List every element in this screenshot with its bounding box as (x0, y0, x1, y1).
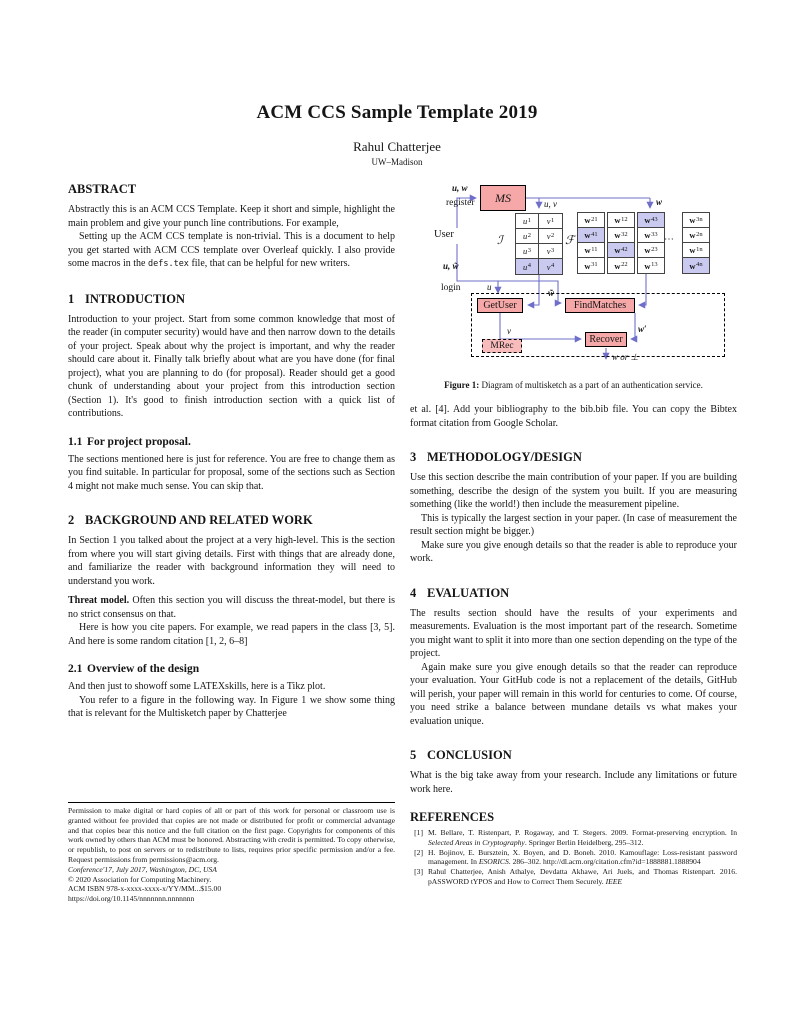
findmatches-box: FindMatches (565, 298, 635, 313)
matrix-cell: w 33 (638, 228, 664, 243)
subsection-heading-design-overview: 2.1 Overview of the design (68, 663, 200, 675)
figure-caption: Figure 1: Diagram of multisketch as a part of an authentication service. (444, 380, 703, 390)
evaluation-paragraph-2: Again make sure you give enough details so that the reader can reproduce your evaluation. Your GitHub code is not a replacement of the details, GitHub will perish, your paper will remain in this world for centuries to come. Of course, you need strike a balance between mundane details vs what makes your evaluation unique. (410, 661, 737, 727)
sketch-column-2 (607, 212, 635, 274)
design-paragraph-1: And then just to showoff some LATEXskills, here is a Tikz plot. (68, 681, 326, 692)
abstract-paragraph-1: Abstractly this is an ACM CCS Template. Keep it short and simple, highlight the main problem and give your punch line contributions. For example, (68, 204, 395, 229)
matrix-cell: w 23 (638, 243, 664, 258)
background-paragraph: In Section 1 you talked about the project at a very high-level. This is the section from where you will start giving details. First with things that are already done, and familiarize the reader with background information they will need to understand you work. (68, 535, 395, 587)
register-io-label: u, w (452, 183, 468, 193)
section-heading-evaluation: 4 EVALUATION (410, 585, 510, 600)
table-cell: u 4 (516, 259, 539, 274)
matrix-cell-highlighted: w 41 (578, 228, 604, 243)
mrec-box: MRec (482, 339, 522, 353)
register-label: register (446, 198, 475, 208)
latex-logo: LATEX (193, 681, 226, 692)
copyright-line: © 2020 Association for Computing Machinery. (68, 874, 212, 884)
conference-line: Conference'17, July 2017, Washington, DC, USA (68, 864, 217, 874)
reference-item-1: [1] M. Bellare, T. Ristenpart, P. Rogaway, and T. Stegers. 2009. Format-preserving encryption. In Selected Areas in Cryptography. Springer Berlin Heidelberg, 295–312. (414, 828, 737, 847)
identity-table-label: ℐ (497, 233, 503, 247)
left-column (68, 182, 395, 930)
v-edge-label: v (507, 326, 511, 336)
right-column (410, 182, 737, 930)
abstract-paragraph-2: Setting up the ACM CCS template is non-trivial. This is a document to help you get started with ACM CCS template over Overleaf quickly. I also provide some macros in the defs.tex file, that can be helpful for new writers. (68, 231, 395, 269)
matrix-cell: w 21 (578, 213, 604, 228)
table-row (516, 244, 562, 259)
section-heading-background: 2 BACKGROUND AND RELATED WORK (68, 513, 313, 527)
doi-line: https://doi.org/10.1145/nnnnnnn.nnnnnnn (68, 894, 195, 904)
isbn-line: ACM ISBN 978-x-xxxx-xxxx-x/YY/MM...$15.00 (68, 884, 222, 894)
reference-item-3: [3] Rahul Chatterjee, Anish Athalye, Devdatta Akhawe, Ari Juels, and Thomas Ristenpart. 2016. pASSWORD tYPOS and How to Correct Them Securely. IEEE (414, 867, 737, 886)
user-label: User (434, 229, 454, 240)
sketch-column-n (682, 212, 710, 274)
author-affiliation: UW–Madison (371, 157, 423, 167)
wprime-edge-label: w′ (638, 324, 647, 334)
table-row (516, 229, 562, 244)
table-cell: u 3 (516, 244, 539, 259)
design-paragraph-2: You refer to a figure in the following way. In Figure 1 we show some thing that is relevant for the Multisketch paper by Chatterjee (68, 694, 395, 719)
table-cell: v 3 (539, 244, 562, 259)
matrix-cell: w 22 (608, 258, 634, 273)
matrix-cell: w 31 (578, 258, 604, 273)
table-cell: v 1 (539, 214, 562, 229)
methodology-paragraph-3: Make sure you give enough details so that the reader is able to reproduce your work. (410, 539, 737, 564)
sketch-column-1 (577, 212, 605, 274)
conclusion-paragraph: What is the big take away from your research. Include any limitations or future work here. (410, 770, 737, 795)
table-cell: v 2 (539, 229, 562, 244)
sketch-column-3 (637, 212, 665, 274)
matrix-cell: w 32 (608, 228, 634, 243)
table-row (516, 214, 562, 229)
matrix-cell: w 11 (578, 243, 604, 258)
section-heading-conclusion: 5 CONCLUSION (410, 748, 512, 762)
w-edge-label: w (656, 197, 663, 207)
matrix-cell: w 3n (683, 213, 709, 228)
identity-table (515, 213, 563, 275)
getuser-box: GetUser (477, 298, 523, 313)
matrix-cell-highlighted: w 43 (638, 213, 664, 228)
two-column-body (68, 182, 737, 930)
u-edge-label: u (487, 282, 492, 292)
permission-text: Permission to make digital or hard copies of all or part of this work for personal or classroom use is granted without fee provided that copies are not made or distributed for profit or commercial advantage and that copies bear this notice and the full citation on the first page. Copyrights for components of this work owned by others than ACM must be honored. Abstracting with credit is permitted. To copy otherwise, or republish, to post on servers or to redistribute to lists, requires prior specific permission and/or a fee. Request permissions from permissions@acm.org. (68, 806, 395, 864)
recover-box: Recover (585, 332, 627, 347)
table-cell: u 1 (516, 214, 539, 229)
table-cell: u 2 (516, 229, 539, 244)
matrix-cell: w 13 (638, 258, 664, 273)
matrix-cell: w 1n (683, 243, 709, 258)
evaluation-paragraph-1: The results section should have the results of your experiments and measurements. Evaluation is the most important part of the research. Sometime you might want to split it into more than one section depending on the type of the project. (410, 607, 737, 659)
wtilde-edge-label: w̃ (548, 288, 555, 298)
reference-item-2: [2] H. Bojinov, E. Bursztein, X. Boyen, and D. Boneh. 2010. Kamouflage: Loss-resistant password management. In ESORICS. 286–302. http://dl.acm.org/citation.cfm?id=1888881.1888904 (414, 847, 737, 867)
multisketch-box: MS (480, 185, 526, 211)
threat-model-paragraph: Threat model. Often this section you will discuss the threat-model, but there is no strict consensus on that. (68, 595, 395, 620)
author-name: Rahul Chatterjee (353, 139, 441, 154)
multisketch-diagram (410, 182, 737, 372)
sketch-matrix-label: ℱ (565, 233, 575, 247)
continued-paragraph: et al. [4]. Add your bibliography to the bib.bib file. You can copy the Bibtex format citation from Google Scholar. (410, 404, 737, 429)
threat-model-lead: Threat model. (68, 595, 130, 606)
matrix-cell: w 12 (608, 213, 634, 228)
section-heading-introduction: 1 INTRODUCTION (68, 291, 186, 306)
references-heading: REFERENCES (410, 810, 495, 824)
table-cell: v 4 (539, 259, 562, 274)
matrix-cell-highlighted: w 4n (683, 258, 709, 273)
abstract-heading: ABSTRACT (68, 182, 137, 196)
output-label: w or ⊥ (612, 352, 639, 362)
introduction-paragraph: Introduction to your project. Start from some common knowledge that most of the reader (in computer security) would have and then narrow down to the details of your project. Speak about why the project is important, and why the reader should care about it. Finally talk briefly about what are you have done (for final project), what you are planning to do (for proposal). Reader should get a good chunk of understanding about your project from this introduction section (Section 1). It's good to finish introduction section with a quick list of contributions. (68, 313, 395, 419)
login-io-label: u, w̃ (443, 261, 459, 271)
methodology-paragraph-2: This is typically the largest section in your paper. (In case of measurement the result section might be bigger.) (410, 512, 737, 537)
proposal-paragraph: The sections mentioned here is just for reference. You are free to change them as you find suitable. In particular for proposal, some of the sections such as Section 4 might not make much sense. You can skip that. (68, 453, 395, 492)
matrix-cell: w 2n (683, 228, 709, 243)
copyright-footnote (68, 802, 395, 904)
ellipsis: ⋯ (664, 234, 675, 245)
table-row-highlighted (516, 259, 562, 274)
methodology-paragraph-1: Use this section describe the main contribution of your paper. If you are building something, describe the design of the system you built. If you are measuring something (like the world!) then include the measurement pipeline. (410, 472, 737, 510)
login-label: login (441, 283, 461, 293)
figure-1 (410, 182, 737, 391)
section-heading-methodology: 3 METHODOLOGY/DESIGN (410, 450, 582, 464)
uv-edge-label: u, v (544, 199, 557, 209)
paper-title: ACM CCS Sample Template 2019 (256, 102, 538, 123)
inline-code: defs.tex (147, 259, 189, 269)
matrix-cell-highlighted: w 42 (608, 243, 634, 258)
subsection-heading-proposal: 1.1 For project proposal. (68, 435, 191, 448)
paper-header (0, 0, 794, 167)
citation-paragraph: Here is how you cite papers. For example, we read papers in the class [3, 5]. And here is some random citation [1, 2, 6–8] (68, 622, 395, 647)
